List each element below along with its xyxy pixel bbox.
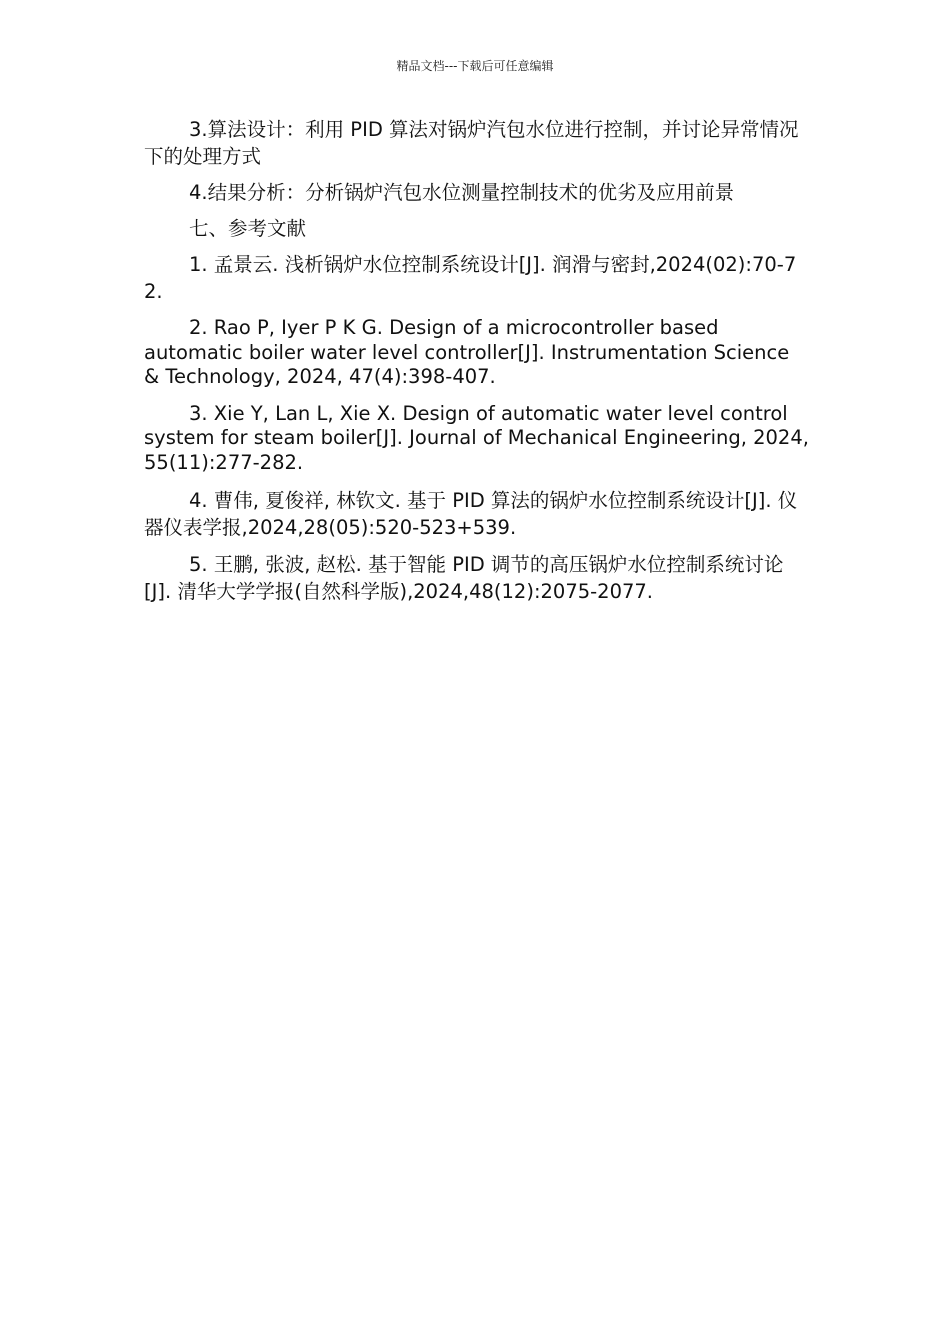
document-body	[144, 116, 809, 615]
item-result-analysis: 4.结果分析：分析锅炉汽包水位测量控制技术的优劣及应用前景	[189, 181, 735, 204]
item-algorithm-design: 3.算法设计：利用 PID 算法对锅炉汽包水位进行控制，并讨论异常情况下的处理方式	[144, 118, 799, 168]
reference-3: 3. Xie Y, Lan L, Xie X. Design of automatic water level control system for steam boiler[J]. Journal of Mechanical Engineering, 2024, 55(11):277-282.	[144, 401, 809, 474]
reference-2: 2. Rao P, Iyer P K G. Design of a microcontroller based automatic boiler water level controller[J]. Instrumentation Science & Technology, 2024, 47(4):398-407.	[144, 316, 790, 388]
reference-4: 4. 曹伟, 夏俊祥, 林钦文. 基于 PID 算法的锅炉水位控制系统设计[J]. 仪器仪表学报,2024,28(05):520-523+539.	[144, 489, 798, 539]
section-heading-references: 七、参考文献	[189, 217, 307, 240]
reference-1: 1. 孟景云. 浅析锅炉水位控制系统设计[J]. 润滑与密封,2024(02):70-72.	[144, 253, 797, 303]
reference-5: 5. 王鹏, 张波, 赵松. 基于智能 PID 调节的高压锅炉水位控制系统讨论[J]. 清华大学学报(自然科学版),2024,48(12):2075-2077.	[144, 553, 784, 603]
page-header: 精品文档---下载后可任意编辑	[396, 59, 554, 73]
